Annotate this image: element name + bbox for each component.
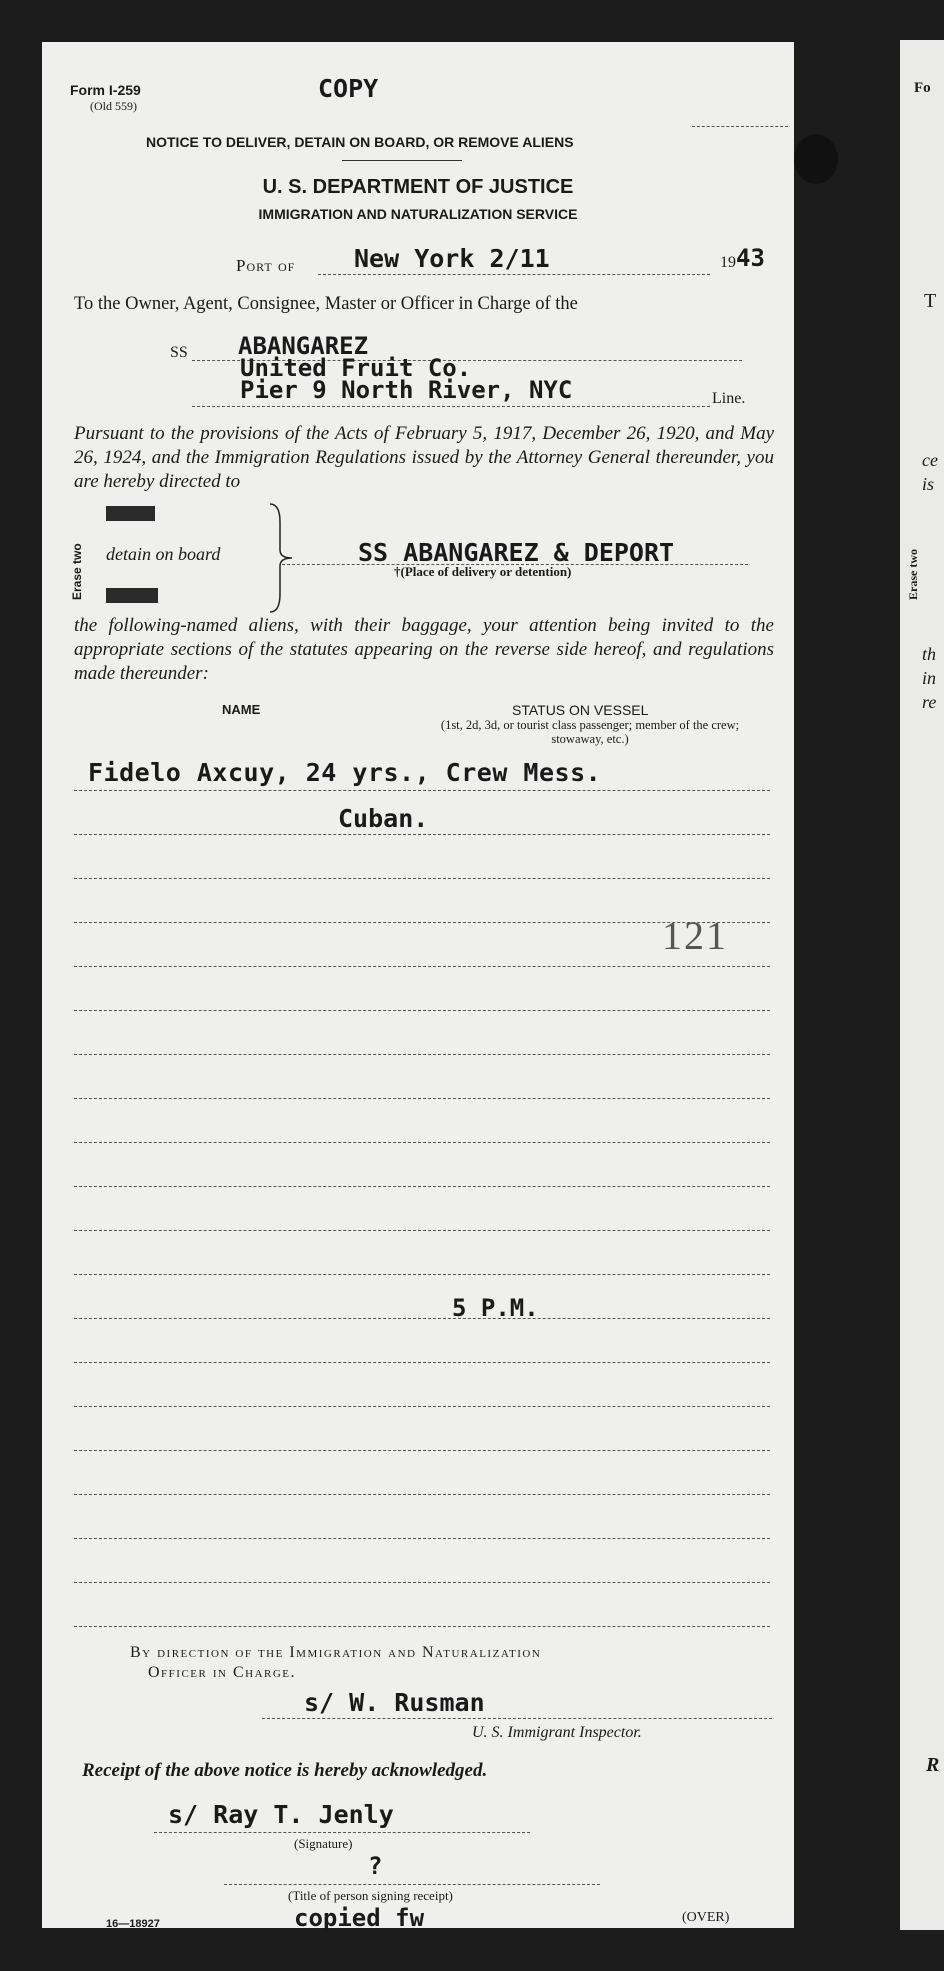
form-number: Form I-259 [70,82,141,98]
department-heading: U. S. DEPARTMENT OF JUSTICE [262,176,574,198]
entry-line [74,1010,770,1011]
entry-line [74,1450,770,1451]
option-brace [262,502,312,614]
erase-two-label: Erase two [70,543,84,600]
entry-line [74,1230,770,1231]
signature-line [154,1832,530,1833]
pier-address: Pier 9 North River, NYC [240,376,573,404]
entry-line [74,1318,770,1319]
notice-title: NOTICE TO DELIVER, DETAIN ON BOARD, OR REMOVE ALIENS [146,134,574,150]
inspector-signature: s/ W. Rusman [304,1688,485,1717]
entry-line [74,878,770,879]
edge-fragment: re [922,692,937,712]
entry-line [74,834,770,835]
entry-line [74,1626,770,1627]
entry-line [74,922,770,923]
port-label: Port of [236,256,296,275]
pursuant-paragraph: Pursuant to the provisions of the Acts of February 5, 1917, December 26, 1920, and May 26, 1924, and the Immigration Regulations issued by the Attorney General thereunder, you are hereby directed to [74,423,774,492]
edge-fragment: th [922,644,937,664]
edge-fragment: is [922,474,935,494]
entry-line [74,1098,770,1099]
status-column-note: (1st, 2d, 3d, or tourist class passenger; member of the crew; stowaway, etc.) [440,718,740,746]
edge-fragment: Erase two [906,549,920,600]
entry-line [74,1362,770,1363]
alien-entry-line2: Cuban. [338,804,429,833]
line-line [192,406,710,407]
entry-line [74,790,770,791]
line-label: Line. [712,390,746,407]
punch-hole [794,134,838,184]
adjacent-page [900,40,944,1930]
service-heading: IMMIGRATION AND NATURALIZATION SERVICE [258,206,578,222]
edge-fragment: T [924,290,937,312]
line-company: United Fruit Co. [240,354,472,382]
option-deliver-struck [106,506,155,521]
name-column-header: NAME [222,702,261,717]
copied-note: copied fw [294,1904,425,1932]
entry-line [74,1538,770,1539]
old-form-number: (Old 559) [90,99,137,113]
port-value: New York 2/11 [354,244,550,273]
inspector-line [262,1718,772,1719]
header-dash [692,126,788,127]
number-stamp: 121 [662,913,728,958]
destination-value: SS ABANGAREZ & DEPORT [358,538,675,567]
status-column-header: STATUS ON VESSEL [512,702,649,718]
ship-name: ABANGAREZ [238,332,369,360]
entry-line [74,1582,770,1583]
following-paragraph: the following-named aliens, with their baggage, your attention being invited to the appropriate sections of the statutes appearing on the reverse side hereof, and regulations made thereunder: [74,615,774,684]
inspector-title: U. S. Immigrant Inspector. [472,1724,642,1741]
entry-line [74,1054,770,1055]
entry-line [74,1406,770,1407]
edge-fragment: in [922,668,937,688]
entry-line [74,1274,770,1275]
form-document [42,42,794,1932]
direction-line1: By direction of the Immigration and Naturalization [130,1644,542,1661]
direction-line2: Officer in Charge. [148,1664,297,1681]
option-detain: detain on board [106,544,221,564]
entry-line [74,1494,770,1495]
edge-fragment: ce [922,450,938,470]
destination-caption: †(Place of delivery or detention) [394,564,572,579]
receiver-signature: s/ Ray T. Jenly [168,1800,394,1829]
port-line [318,274,710,275]
title-line [224,1884,600,1885]
time-note: 5 P.M. [452,1294,539,1322]
entry-line [74,966,770,967]
title-value: ? [368,1852,383,1880]
edge-fragment: Fo [914,80,931,96]
to-line: To the Owner, Agent, Consignee, Master or Officer in Charge of the [74,294,578,314]
entry-line [74,1142,770,1143]
title-caption: (Title of person signing receipt) [288,1888,453,1903]
title-rule [342,160,462,161]
year-prefix: 19 [720,254,736,271]
year-suffix: 43 [736,244,765,272]
alien-entry-line1: Fidelo Axcuy, 24 yrs., Crew Mess. [88,758,602,787]
print-code: 16—18927 [106,1918,160,1930]
over-label: (OVER) [682,1910,730,1925]
signature-caption: (Signature) [294,1836,353,1851]
option-remove-struck [106,588,158,603]
ss-label: SS [170,344,188,361]
copy-stamp: COPY [318,74,379,103]
edge-fragment: R [926,1754,940,1776]
receipt-text: Receipt of the above notice is hereby acknowledged. [82,1760,488,1781]
entry-line [74,1186,770,1187]
